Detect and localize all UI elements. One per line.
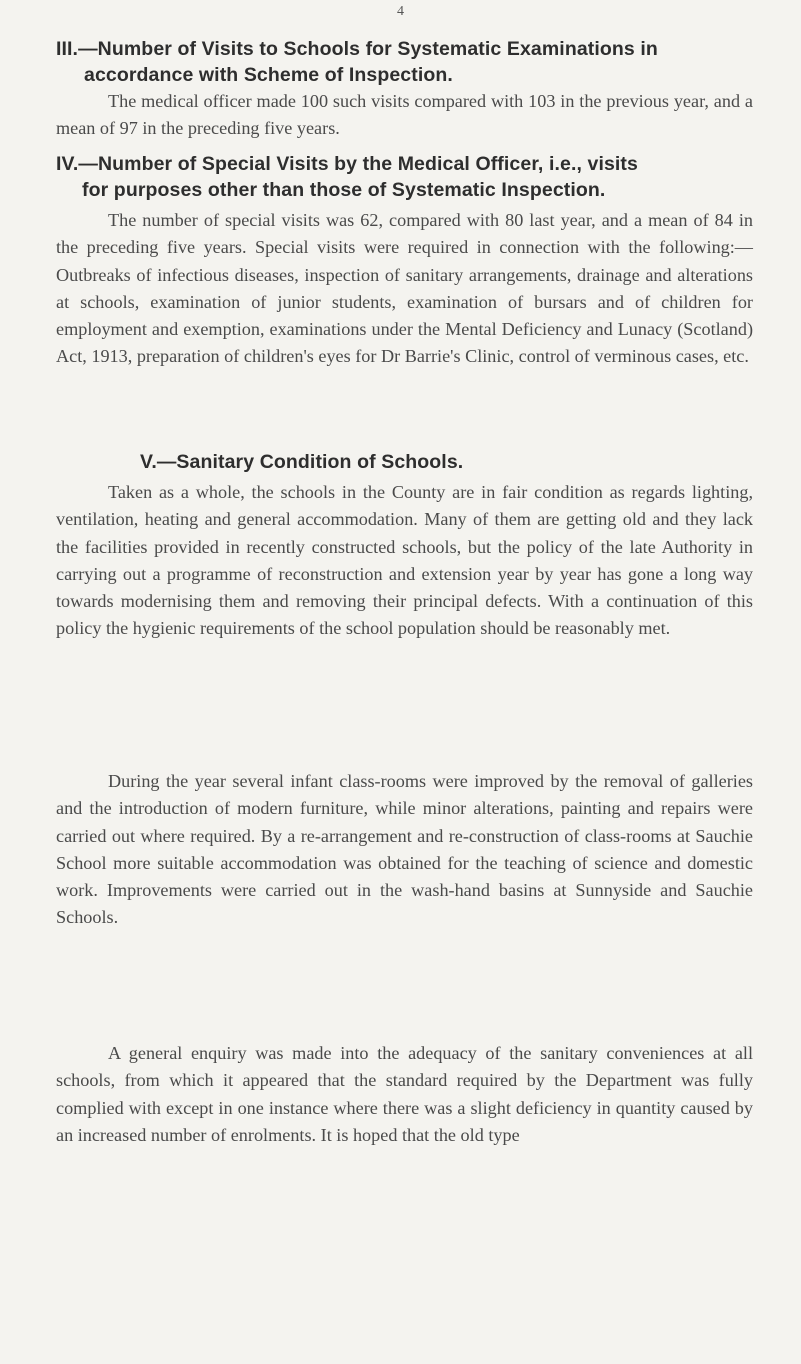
- section-4-heading-line2: for purposes other than those of Systematic Inspection.: [82, 179, 606, 201]
- section-4-heading-line1: IV.—Number of Special Visits by the Medical Officer, i.e., visits: [56, 153, 638, 175]
- section-4-heading: [56, 151, 753, 203]
- section-4-body: The number of special visits was 62, compared with 80 last year, and a mean of 84 in the preceding five years. Special visits were required in connection with the following:—Outbreaks of infectious diseases, inspection of sanitary arrangements, drainage and alterations at schools, examination of junior students, examination of bursars and of children for employment and exemption, examinations under the Mental Deficiency and Lunacy (Scotland) Act, 1913, preparation of children's eyes for Dr Barrie's Clinic, control of verminous cases, etc.: [56, 210, 753, 367]
- section-5-paragraph-1: Taken as a whole, the schools in the County are in fair condition as regards lighting, ventilation, heating and general accommodation. Many of them are getting old and they lack the facilities provided in recently constructed schools, but the policy of the late Authority in carrying out a programme of reconstruction and extension year by year has gone a long way towards modernising them and removing their principal defects. With a continuation of this policy the hygienic requirements of the school population should be reasonably met.: [56, 482, 753, 639]
- section-5-paragraph-2: During the year several infant class-rooms were improved by the removal of galleries and the introduction of modern furniture, while minor alterations, painting and repairs were carried out where required. By a re-arrangement and re-construction of class-rooms at Sauchie School more suitable accommodation was obtained for the teaching of science and domestic work. Improvements were carried out in the wash-hand basins at Sunnyside and Sauchie Schools.: [56, 771, 753, 928]
- section-5-paragraph-3: A general enquiry was made into the adequacy of the sanitary conveniences at all schools, from which it appeared that the standard required by the Department was fully complied with except in one instance where there was a slight deficiency in quantity caused by an increased number of enrolments. It is hoped that the old type: [56, 1043, 753, 1145]
- section-5-heading: V.—Sanitary Condition of Schools.: [140, 451, 464, 473]
- section-3-heading-line1: III.—Number of Visits to Schools for Systematic Examinations in: [56, 38, 658, 60]
- section-3-heading-line2: accordance with Scheme of Inspection.: [84, 64, 453, 86]
- section-3-heading: [56, 36, 753, 88]
- section-3-body: The medical officer made 100 such visits compared with 103 in the previous year, and a mean of 97 in the preceding five years.: [56, 91, 753, 139]
- page-number: 4: [397, 4, 404, 19]
